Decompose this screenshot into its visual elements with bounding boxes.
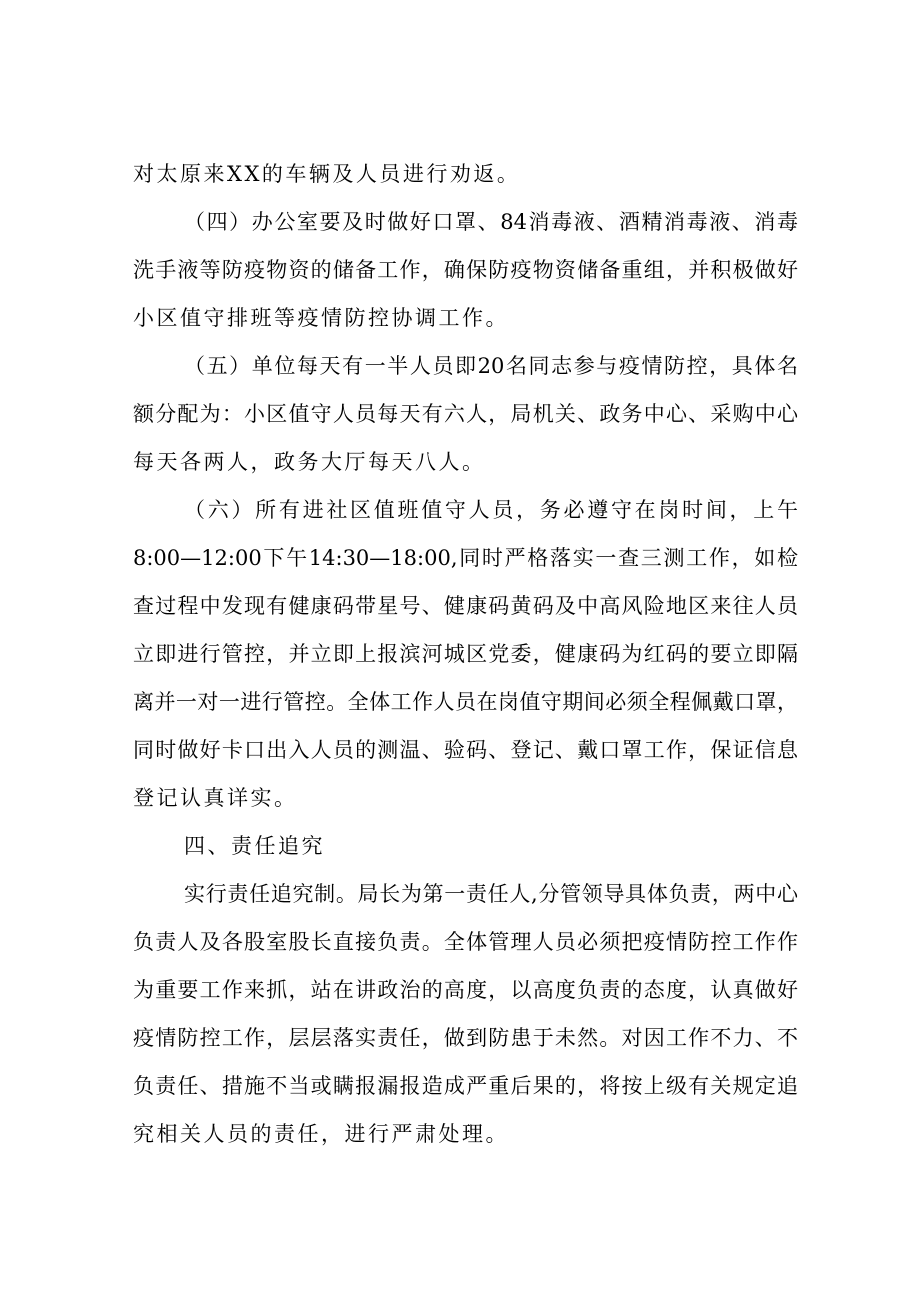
paragraph-line: 立即进行管控，并立即上报滨河城区党委，健康码为红码的要立即隔	[133, 642, 798, 666]
paragraph-line: 额分配为：小区值守人员每天有六人，局机关、政务中心、采购中心	[133, 402, 798, 426]
paragraph-line: 小区值守排班等疫情防控协调工作。	[133, 306, 509, 330]
paragraph-line: 8:00—12:00下午14:30—18:00,同时严格落实一查三测工作，如检	[133, 546, 798, 570]
paragraph-line: 登记认真详实。	[133, 786, 298, 810]
paragraph-line: 为重要工作来抓，站在讲政治的高度，以高度负责的态度，认真做好	[133, 978, 798, 1002]
paragraph-line: 负责人及各股室股长直接负责。全体管理人员必须把疫情防控工作作	[133, 930, 798, 954]
paragraph-line: 洗手液等防疫物资的储备工作，确保防疫物资储备重组，并积极做好	[133, 258, 798, 282]
paragraph-line: 对太原来XX的车辆及人员进行劝返。	[133, 162, 521, 186]
paragraph-line: （五）单位每天有一半人员即20名同志参与疫情防控，具体名	[184, 354, 798, 378]
paragraph-line: 查过程中发现有健康码带星号、健康码黄码及中高风险地区来往人员	[133, 594, 798, 618]
paragraph-line: 究相关人员的责任，进行严肃处理。	[133, 1122, 509, 1146]
section-heading: 四、责任追究	[184, 834, 325, 858]
paragraph-line: （四）办公室要及时做好口罩、84消毒液、酒精消毒液、消毒	[184, 210, 798, 234]
paragraph-line: 实行责任追究制。局长为第一责任人,分管领导具体负责，两中心	[184, 882, 798, 906]
paragraph-line: 疫情防控工作，层层落实责任，做到防患于未然。对因工作不力、不	[133, 1026, 798, 1050]
paragraph-line: 离并一对一进行管控。全体工作人员在岗值守期间必须全程佩戴口罩，	[133, 690, 798, 714]
paragraph-line: 负责任、措施不当或瞒报漏报造成严重后果的，将按上级有关规定追	[133, 1074, 798, 1098]
paragraph-line: 同时做好卡口出入人员的测温、验码、登记、戴口罩工作，保证信息	[133, 738, 798, 762]
paragraph-line: 每天各两人，政务大厅每天八人。	[133, 450, 486, 474]
paragraph-line: （六）所有进社区值班值守人员，务必遵守在岗时间，上午	[184, 498, 798, 522]
